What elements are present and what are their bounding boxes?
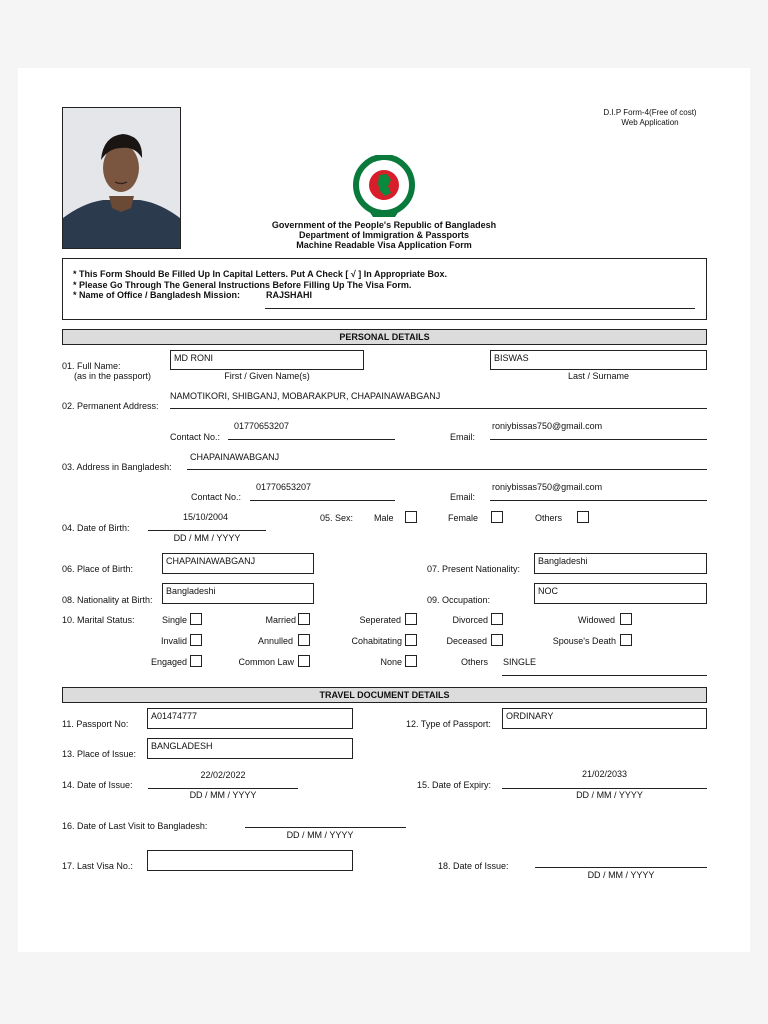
last-visit-label: 16. Date of Last Visit to Bangladesh:	[62, 821, 208, 831]
place-issue-label: 13. Place of Issue:	[62, 749, 137, 759]
date-expiry-label: 15. Date of Expiry:	[417, 780, 492, 790]
sex-female-label: Female	[448, 513, 479, 523]
date-issue-underline	[148, 788, 298, 789]
full-name-label: 01. Full Name:	[62, 361, 121, 371]
email-label: Email:	[450, 432, 476, 442]
date-expiry-value[interactable]: 21/02/2033	[581, 769, 628, 779]
marital-married-checkbox[interactable]	[298, 613, 310, 625]
contact-label: Contact No.:	[170, 432, 221, 442]
date-issue-format: DD / MM / YYYY	[189, 790, 257, 800]
instruction-capital-letters: * This Form Should Be Filled Up In Capital Letters. Put A Check [ √ ] In Appropriate Box.	[73, 269, 447, 279]
marital-divorced-checkbox[interactable]	[491, 613, 503, 625]
last-visa-field[interactable]	[147, 850, 353, 871]
marital-divorced-label: Divorced	[452, 615, 488, 625]
first-name-field[interactable]: MD RONI	[170, 350, 364, 370]
marital-spouse-death-checkbox[interactable]	[620, 634, 632, 646]
marital-common-law-checkbox[interactable]	[298, 655, 310, 667]
sex-others-checkbox[interactable]	[577, 511, 589, 523]
bd-address-label: 03. Address in Bangladesh:	[62, 462, 172, 472]
contact-underline	[228, 439, 395, 440]
passport-type-field[interactable]: ORDINARY	[502, 708, 707, 729]
marital-married-label: Married	[265, 615, 296, 625]
marital-engaged-label: Engaged	[150, 657, 187, 667]
last-name-field[interactable]: BISWAS	[490, 350, 707, 370]
personal-details-header: PERSONAL DETAILS	[62, 329, 707, 345]
marital-engaged-checkbox[interactable]	[190, 655, 202, 667]
last-visit-format: DD / MM / YYYY	[286, 830, 354, 840]
office-value[interactable]: RAJSHAHI	[266, 290, 313, 300]
instruction-read-guide: * Please Go Through The General Instructions Before Filling Up The Visa Form.	[73, 280, 412, 290]
dob-underline	[148, 530, 266, 531]
sex-others-label: Others	[535, 513, 563, 523]
marital-cohabitating-label: Cohabitating	[351, 636, 402, 646]
date-issue-value[interactable]: 22/02/2022	[200, 770, 246, 780]
applicant-photo	[62, 107, 181, 249]
bd-email-underline	[490, 500, 707, 501]
marital-single-label: Single	[161, 615, 187, 625]
header-government: Government of the People's Republic of Bangladesh	[271, 220, 497, 230]
present-nationality-field[interactable]: Bangladeshi	[534, 553, 707, 574]
marital-invalid-checkbox[interactable]	[190, 634, 202, 646]
date-issue-label: 14. Date of Issue:	[62, 780, 133, 790]
permanent-address-underline	[170, 408, 707, 409]
marital-common-law-label: Common Law	[238, 657, 294, 667]
office-label: * Name of Office / Bangladesh Mission:	[73, 290, 241, 300]
form-code: D.I.P Form-4(Free of cost)	[603, 108, 697, 117]
marital-widowed-label: Widowed	[577, 615, 615, 625]
passport-type-label: 12. Type of Passport:	[406, 719, 491, 729]
sex-female-checkbox[interactable]	[491, 511, 503, 523]
marital-deceased-checkbox[interactable]	[491, 634, 503, 646]
sex-label: 05. Sex:	[320, 513, 354, 523]
marital-deceased-label: Deceased	[446, 636, 487, 646]
government-emblem-icon	[349, 155, 419, 221]
nationality-birth-field[interactable]: Bangladeshi	[162, 583, 314, 604]
last-visa-label: 17. Last Visa No.:	[62, 861, 133, 871]
last-visa-issue-underline[interactable]	[535, 867, 707, 868]
present-nationality-label: 07. Present Nationality:	[427, 564, 521, 574]
bd-email-value[interactable]: roniybissas750@gmail.com	[492, 482, 603, 492]
permanent-address-label: 02. Permanent Address:	[62, 401, 159, 411]
bd-contact-value[interactable]: 01770653207	[256, 482, 312, 492]
marital-single-checkbox[interactable]	[190, 613, 202, 625]
last-name-caption: Last / Surname	[567, 371, 630, 381]
marital-annulled-checkbox[interactable]	[298, 634, 310, 646]
form-type: Web Application	[621, 118, 679, 127]
dob-format: DD / MM / YYYY	[173, 533, 241, 543]
marital-separated-checkbox[interactable]	[405, 613, 417, 625]
bd-contact-underline	[250, 500, 395, 501]
occupation-field[interactable]: NOC	[534, 583, 707, 604]
email-value[interactable]: roniybissas750@gmail.com	[492, 421, 603, 431]
marital-cohabitating-checkbox[interactable]	[405, 634, 417, 646]
marital-invalid-label: Invalid	[160, 636, 187, 646]
permanent-address-value[interactable]: NAMOTIKORI, SHIBGANJ, MOBARAKPUR, CHAPAINAWABGANJ	[170, 391, 441, 401]
marital-spouse-death-label: Spouse's Death	[552, 636, 616, 646]
date-expiry-format: DD / MM / YYYY	[576, 790, 643, 800]
passport-no-label: 11. Passport No:	[62, 719, 129, 729]
sex-male-checkbox[interactable]	[405, 511, 417, 523]
marital-separated-label: Seperated	[359, 615, 401, 625]
person-photo-icon	[63, 108, 180, 248]
last-visa-issue-label: 18. Date of Issue:	[438, 861, 509, 871]
office-underline	[265, 308, 695, 309]
pob-label: 06. Place of Birth:	[62, 564, 134, 574]
contact-value[interactable]: 01770653207	[234, 421, 290, 431]
first-name-caption: First / Given Name(s)	[224, 371, 310, 381]
bd-address-value[interactable]: CHAPAINAWABGANJ	[190, 452, 280, 462]
marital-others-value[interactable]: SINGLE	[503, 657, 537, 667]
place-issue-field[interactable]: BANGLADESH	[147, 738, 353, 759]
header-form-title: Machine Readable Visa Application Form	[296, 240, 472, 250]
dob-label: 04. Date of Birth:	[62, 523, 130, 533]
date-expiry-underline	[502, 788, 707, 789]
email-underline	[490, 439, 707, 440]
marital-others-label: Others	[460, 657, 488, 667]
marital-widowed-checkbox[interactable]	[620, 613, 632, 625]
pob-field[interactable]: CHAPAINAWABGANJ	[162, 553, 314, 574]
marital-status-label: 10. Marital Status:	[62, 615, 135, 625]
marital-none-checkbox[interactable]	[405, 655, 417, 667]
travel-details-header: TRAVEL DOCUMENT DETAILS	[62, 687, 707, 703]
bd-email-label: Email:	[450, 492, 476, 502]
last-visit-underline[interactable]	[245, 827, 406, 828]
bd-address-underline	[187, 469, 707, 470]
occupation-label: 09. Occupation:	[427, 595, 491, 605]
sex-male-label: Male	[374, 513, 394, 523]
header-department: Department of Immigration & Passports	[298, 230, 470, 240]
full-name-sublabel: (as in the passport)	[74, 371, 152, 381]
marital-annulled-label: Annulled	[257, 636, 293, 646]
nationality-birth-label: 08. Nationality at Birth:	[62, 595, 153, 605]
last-visa-issue-format: DD / MM / YYYY	[587, 870, 655, 880]
passport-no-field[interactable]: A01474777	[147, 708, 353, 729]
marital-none-label: None	[380, 657, 402, 667]
bd-contact-label: Contact No.:	[191, 492, 242, 502]
dob-value[interactable]: 15/10/2004	[183, 512, 229, 522]
marital-others-underline	[502, 675, 707, 676]
